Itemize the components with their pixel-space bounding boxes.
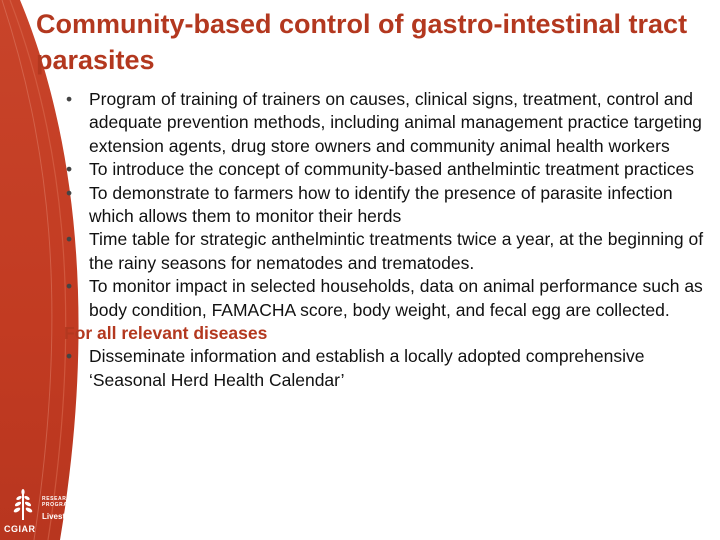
bullet-dot: •	[66, 229, 73, 250]
program-line-1: RESEARCH	[42, 496, 75, 502]
bullet-dot: •	[66, 89, 73, 109]
program-name: Livestock	[42, 512, 79, 521]
list-item	[64, 158, 714, 181]
list-item	[64, 228, 714, 275]
slide-content	[64, 88, 714, 392]
list-item	[64, 275, 714, 322]
bullet-dot: •	[66, 276, 73, 297]
slide-title: Community-based control of gastro-intestinal tract parasites	[36, 9, 688, 75]
list-item	[64, 88, 714, 158]
bullet-text: Program of training of trainers on causes, clinical signs, treatment, control and adequate prevention methods, including animal management practice targeting extension agents, drug store owners and community animal health workers	[89, 89, 702, 156]
bullet-dot: •	[66, 182, 73, 203]
bullet-list	[64, 88, 714, 322]
bullet-text: To introduce the concept of community-based anthelmintic treatment practices	[89, 159, 695, 180]
program-label	[42, 496, 83, 508]
bullet-dot: •	[66, 346, 73, 367]
bullet-list-secondary	[64, 345, 714, 392]
section-heading: For all relevant diseases	[64, 323, 268, 344]
list-item	[64, 345, 714, 392]
bullet-text: To demonstrate to farmers how to identify the presence of parasite infection which allows them to monitor their herds	[89, 182, 673, 227]
list-item	[64, 182, 714, 229]
bullet-text: Time table for strategic anthelmintic treatments twice a year, at the beginning of the rainy seasons for nematodes and trematodes.	[89, 229, 704, 273]
bullet-dot: •	[66, 159, 73, 180]
org-name: CGIAR	[4, 524, 36, 534]
cgiar-livestock-logo	[2, 488, 98, 536]
program-line-2: PROGRAM ON	[42, 502, 83, 508]
bullet-text: To monitor impact in selected households, data on animal performance such as body condition, FAMACHA score, body weight, and fecal egg are collected.	[89, 276, 703, 320]
bullet-text: Disseminate information and establish a locally adopted comprehensive ‘Seasonal Herd Health Calendar’	[89, 346, 645, 390]
wheat-sprout-icon	[8, 488, 38, 522]
